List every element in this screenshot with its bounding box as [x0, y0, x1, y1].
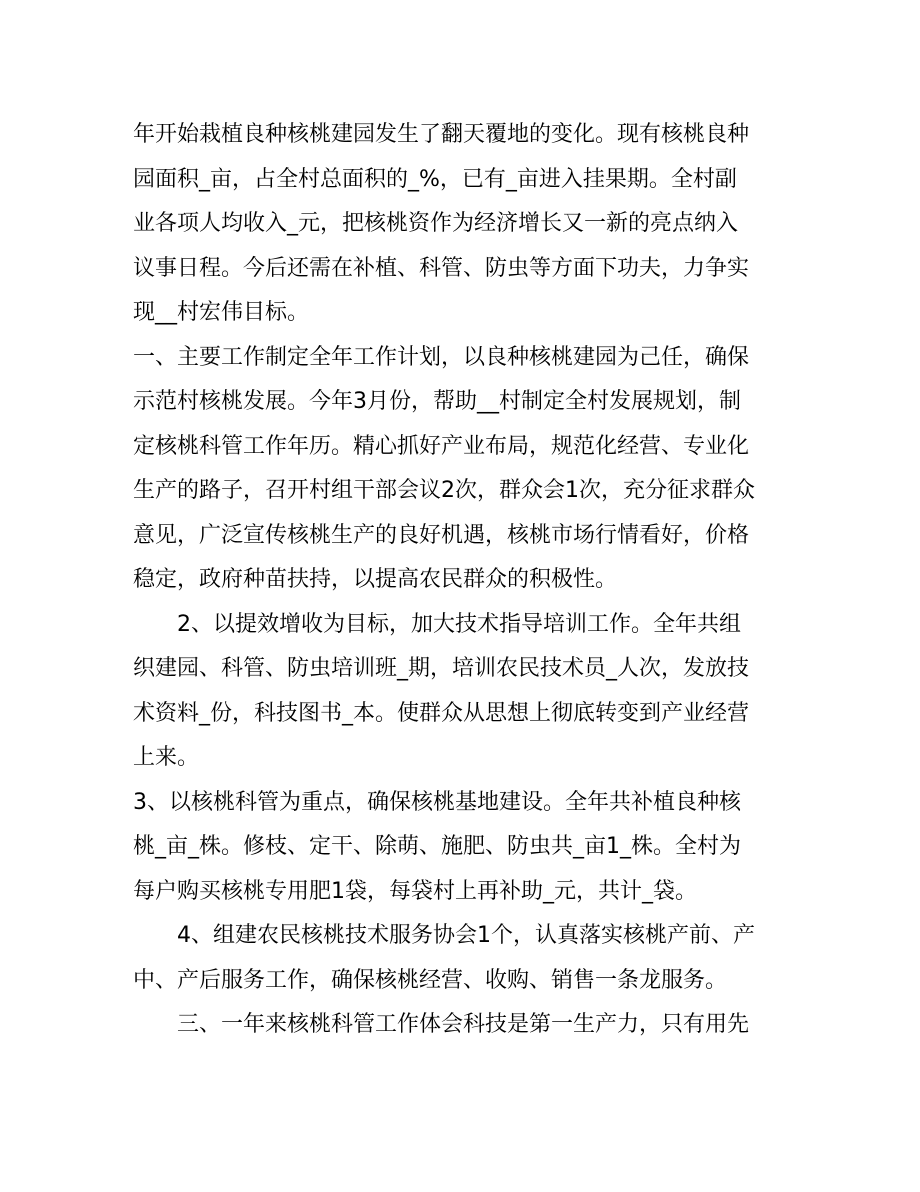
text-line: 术资料_份，科技图书_本。使群众从思想上彻底转变到产业经营	[133, 700, 750, 726]
text-line: 4、组建农民核桃技术服务协会1个，认真落实核桃产前、产	[177, 923, 755, 948]
text-line: 业各项人均收入_元，把核桃资作为经济增长又一新的亮点纳入	[133, 211, 739, 236]
text-line: 稳定，政府种苗扶持，以提高农民群众的积极性。	[133, 567, 618, 592]
text-line: 议事日程。今后还需在补植、科管、防虫等方面下功夫，力争实	[133, 255, 750, 281]
text-line: 3、以核桃科管为重点，确保核桃基地建设。全年共补植良种核	[133, 789, 741, 815]
text-line: 织建园、科管、防虫培训班_期，培训农民技术员_人次，发放技	[133, 656, 750, 681]
text-line: 园面积_亩，占全村总面积的_%，已有_亩进入挂果期。全村副	[133, 166, 737, 192]
text-line: 生产的路子，召开村组干部会议2次，群众会1次，充分征求群众	[133, 478, 755, 503]
text-line: 现__村宏伟目标。	[133, 300, 310, 325]
text-line: 一、主要工作制定全年工作计划，以良种核桃建园为己任，确保	[133, 344, 750, 370]
text-line: 示范村核桃发展。今年3月份，帮助__村制定全村发展规划，制	[133, 389, 741, 414]
text-line: 三、一年来核桃科管工作体会科技是第一生产力，只有用先	[177, 1012, 750, 1037]
text-line: 桃_亩_株。修枝、定干、除萌、施肥、防虫共_亩1_株。全村为	[133, 834, 741, 859]
text-line: 年开始栽植良种核桃建园发生了翻天覆地的变化。现有核桃良种	[133, 122, 750, 147]
document-body	[133, 113, 793, 1048]
text-line: 上来。	[133, 745, 200, 770]
text-line: 2、以提效增收为目标，加大技术指导培训工作。全年共组	[177, 611, 741, 637]
text-line: 中、产后服务工作，确保核桃经营、收购、销售一条龙服务。	[133, 967, 728, 993]
text-line: 定核桃科管工作年历。精心抓好产业布局，规范化经营、专业化	[133, 433, 750, 459]
text-line: 意见，广泛宣传核桃生产的良好机遇，核桃市场行情看好，价格	[133, 522, 750, 548]
text-line: 每户购买核桃专用肥1袋，每袋村上再补助_元，共计_袋。	[133, 878, 697, 904]
